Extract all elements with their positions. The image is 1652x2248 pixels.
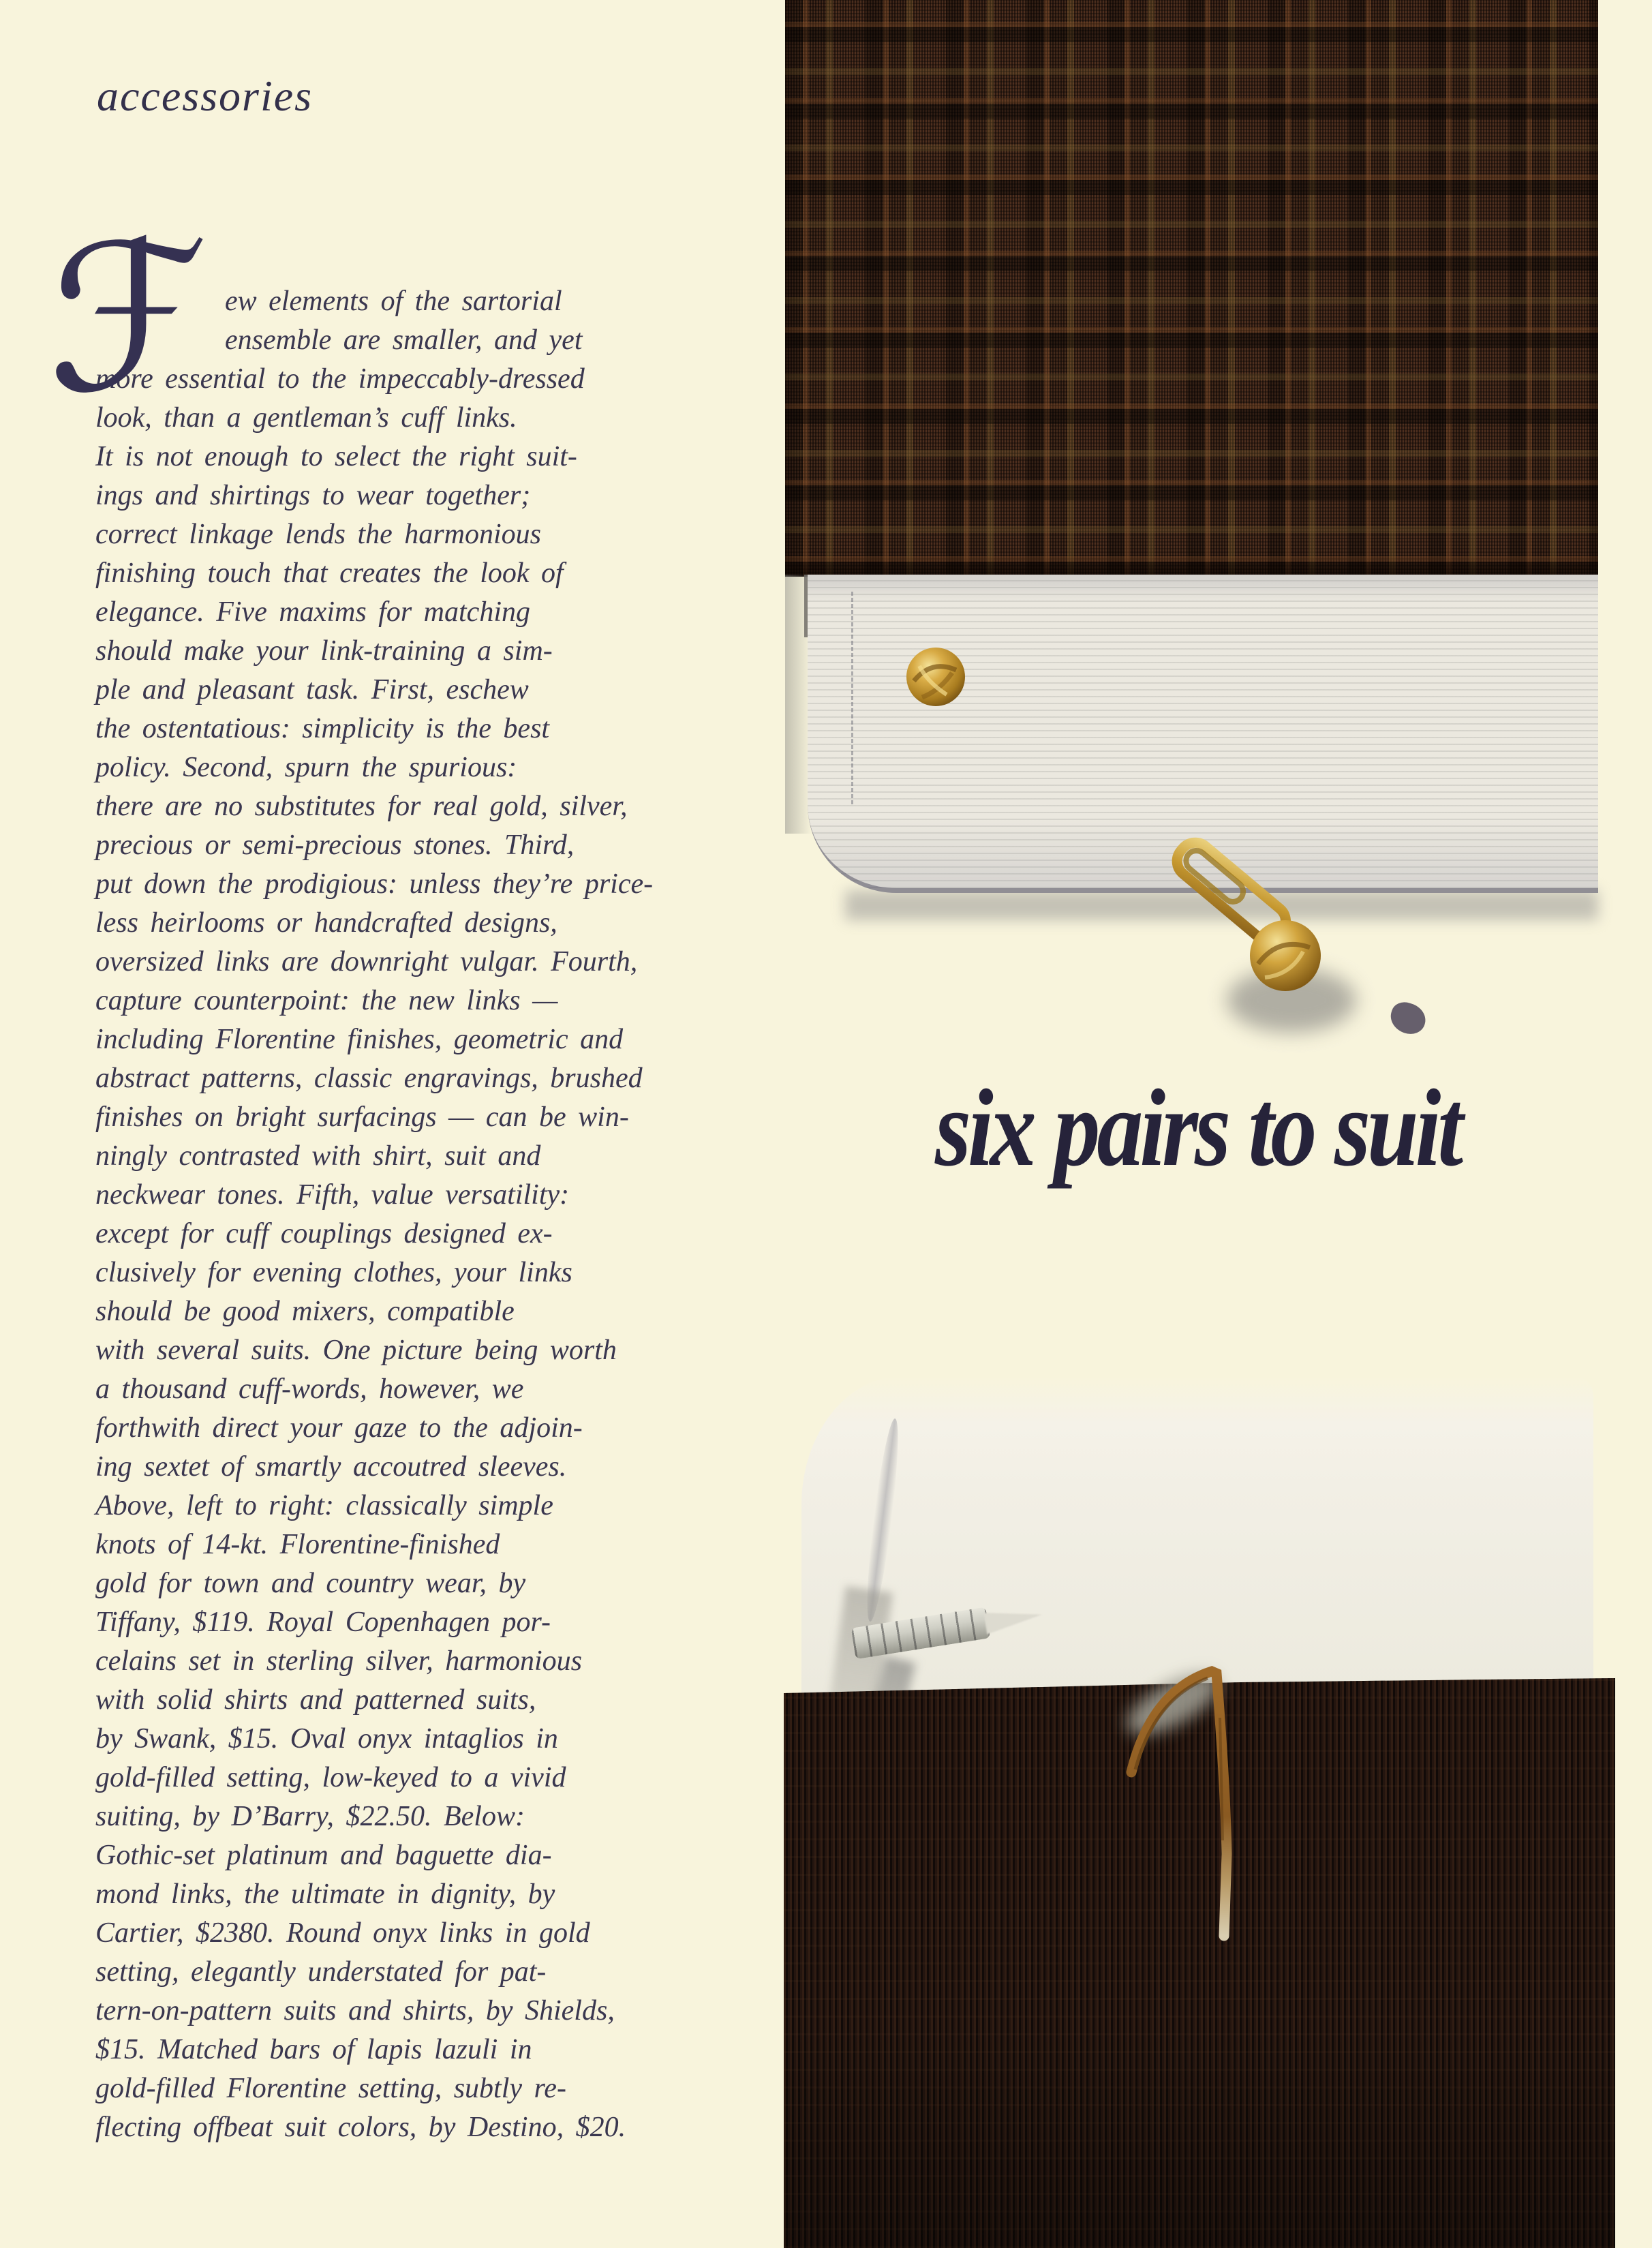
article-line: oversized links are downright vulgar. Fourth, xyxy=(95,946,638,977)
article-line: Cartier, $2380. Round onyx links in gold xyxy=(95,1917,590,1949)
article-line: ew elements of the sartorial xyxy=(225,286,562,317)
article-line: flecting offbeat suit colors, by Destino, $20. xyxy=(95,2112,626,2143)
article-line: there are no substitutes for real gold, silver, xyxy=(95,791,628,822)
article-line: gold for town and country wear, by xyxy=(95,1568,526,1599)
section-kicker: accessories xyxy=(97,72,313,120)
article-line: tern-on-pattern suits and shirts, by Shields, xyxy=(95,1995,615,2026)
article-line: the ostentatious: simplicity is the best xyxy=(95,713,550,744)
article-line: a thousand cuff-words, however, we xyxy=(95,1373,524,1405)
article-line: gold-filled setting, low-keyed to a vivid xyxy=(95,1762,566,1793)
article-line: less heirlooms or handcrafted designs, xyxy=(95,907,557,939)
article-line: correct linkage lends the harmonious xyxy=(95,519,542,550)
gold-bent-bar-cufflink xyxy=(1090,1636,1309,1956)
article-line: Above, left to right: classically simple xyxy=(95,1490,553,1521)
article-line: ings and shirtings to wear together; xyxy=(95,480,531,511)
article-line: forthwith direct your gaze to the adjoin- xyxy=(95,1412,583,1444)
article-line: Gothic-set platinum and baguette dia- xyxy=(95,1840,552,1871)
article-line: more essential to the impeccably-dressed xyxy=(95,363,585,395)
article-line: look, than a gentleman’s cuff links. xyxy=(95,402,517,434)
article-line: ing sextet of smartly accoutred sleeves. xyxy=(95,1451,567,1483)
article-line: setting, elegantly understated for pat- xyxy=(95,1956,547,1988)
article-line: It is not enough to select the right suit- xyxy=(95,441,577,472)
article-line: with several suits. One picture being worth xyxy=(95,1335,617,1366)
article-line: capture counterpoint: the new links — xyxy=(95,985,558,1016)
article-line: $15. Matched bars of lapis lazuli in xyxy=(95,2034,532,2065)
article-line: ningly contrasted with shirt, suit and xyxy=(95,1140,541,1172)
article-line: knots of 14-kt. Florentine-finished xyxy=(95,1529,500,1560)
article-line: clusively for evening clothes, your links xyxy=(95,1257,572,1288)
article-line: by Swank, $15. Oval onyx intaglios in xyxy=(95,1723,558,1755)
drop-cap-letter-f: ℱ xyxy=(48,200,209,438)
article-line: ple and pleasant task. First, eschew xyxy=(95,674,529,705)
article-line: abstract patterns, classic engravings, brushed xyxy=(95,1063,643,1094)
page-headline: six pairs to suit xyxy=(935,1067,1460,1189)
article-line: gold-filled Florentine setting, subtly re- xyxy=(95,2073,566,2104)
article-line: should make your link-training a sim- xyxy=(95,635,553,667)
article-lines xyxy=(95,282,763,2147)
article-line: suiting, by D’Barry, $22.50. Below: xyxy=(95,1801,525,1832)
article-line: put down the prodigious: unless they’re price- xyxy=(95,868,654,900)
article-line: policy. Second, spurn the spurious: xyxy=(95,752,517,783)
article-line: ensemble are smaller, and yet xyxy=(225,324,583,356)
ink-spot xyxy=(1386,999,1429,1038)
article-line: finishes on bright surfacings — can be win- xyxy=(95,1102,629,1133)
gold-knot-cufflink xyxy=(904,645,967,708)
article-line: finishing touch that creates the look of xyxy=(95,558,564,589)
article-line: mond links, the ultimate in dignity, by xyxy=(95,1879,555,1910)
article-line: neckwear tones. Fifth, value versatility: xyxy=(95,1179,570,1211)
article-line: elegance. Five maxims for matching xyxy=(95,596,530,628)
plaid-suit-fabric-swatch xyxy=(785,0,1598,577)
gold-link-cufflink xyxy=(1125,811,1329,1002)
article-line: Tiffany, $119. Royal Copenhagen por- xyxy=(95,1607,551,1638)
article-text-column xyxy=(48,200,763,2147)
article-line: except for cuff couplings designed ex- xyxy=(95,1218,553,1249)
article-line: precious or semi-precious stones. Third, xyxy=(95,830,575,861)
article-line: celains set in sterling silver, harmonious xyxy=(95,1645,582,1677)
article-line: including Florentine finishes, geometric and xyxy=(95,1024,624,1055)
cuff-stitch-line xyxy=(851,592,853,804)
article-line: with solid shirts and patterned suits, xyxy=(95,1684,536,1716)
article-line: should be good mixers, compatible xyxy=(95,1296,515,1327)
